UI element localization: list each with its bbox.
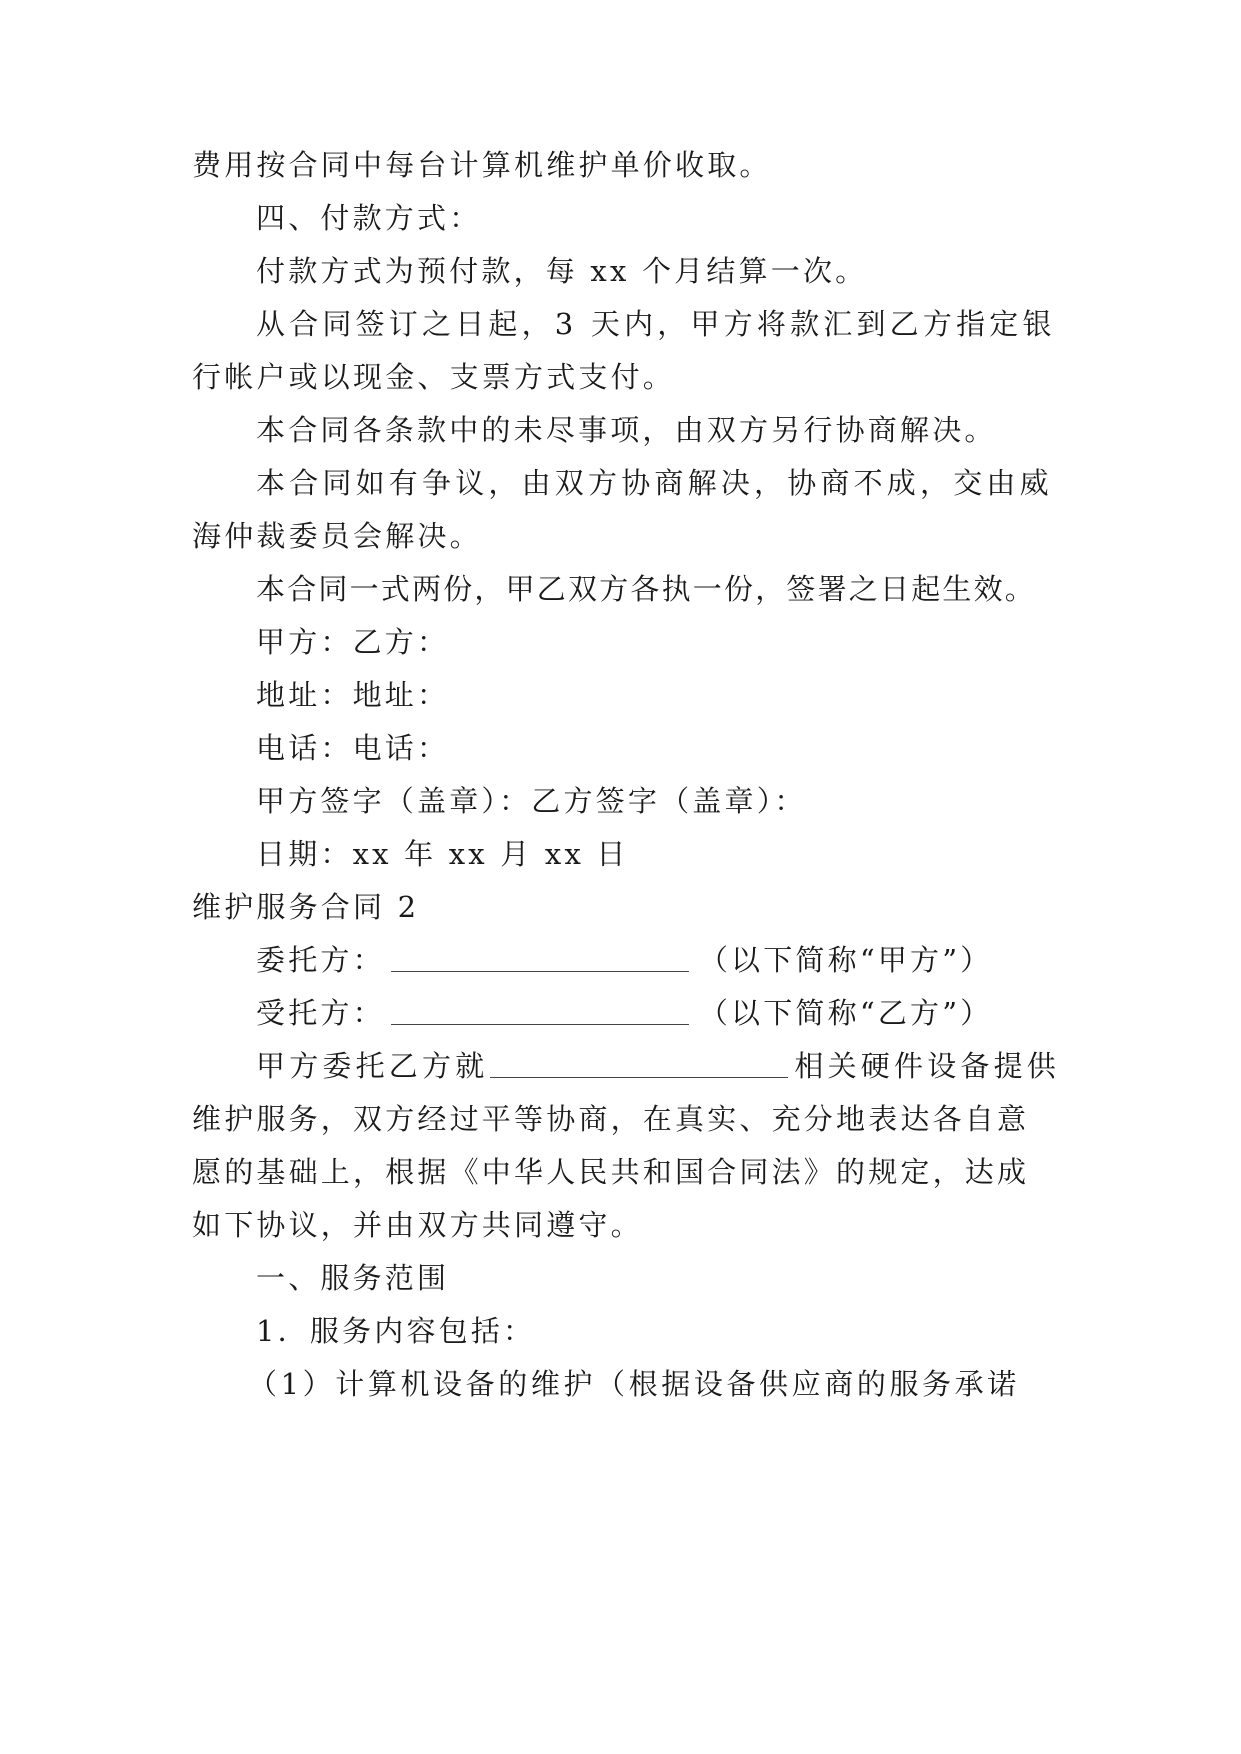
scope-intro-line [256,1046,1062,1086]
list-item: 1．服务内容包括： [256,1314,536,1348]
section-heading-scope: 一、服务范围 [256,1261,450,1295]
party-name-line: 甲方：乙方： [256,625,450,659]
client-label: 委托方： [256,943,385,977]
section-heading-payment: 四、付款方式： [256,201,482,235]
paragraph-line: 行帐户或以现金、支票方式支付。 [192,360,676,394]
phone-line: 电话：电话： [256,731,450,765]
signature-line: 甲方签字（盖章）：乙方签字（盖章）： [256,784,807,818]
date-line: 日期：xx 年 xx 月 xx 日 [256,837,629,871]
list-item: （1）计算机设备的维护（根据设备供应商的服务承诺 [248,1367,1020,1401]
scope-intro-suffix: 相关硬件设备提供 [794,1049,1061,1083]
contract-title: 维护服务合同 2 [192,890,420,924]
paragraph-line: 本合同各条款中的未尽事项，由双方另行协商解决。 [256,413,997,447]
paragraph-line: 本合同一式两份，甲乙双方各执一份，签署之日起生效。 [256,572,1037,606]
scope-blank [490,1049,788,1078]
client-line [256,940,1062,980]
paragraph-line: 如下协议，并由双方共同遵守。 [192,1208,643,1242]
agent-suffix: （以下简称“乙方”） [698,996,993,1030]
agent-blank [391,996,689,1025]
scope-intro-prefix: 甲方委托乙方就 [256,1049,489,1083]
address-line: 地址：地址： [256,678,450,712]
paragraph-line: 维护服务，双方经过平等协商，在真实、充分地表达各自意 [192,1102,1030,1136]
agent-label: 受托方： [256,996,385,1030]
paragraph-line: 费用按合同中每台计算机维护单价收取。 [192,148,772,182]
client-blank [391,943,689,972]
paragraph-line: 愿的基础上，根据《中华人民共和国合同法》的规定，达成 [192,1155,1030,1189]
agent-line [256,993,1062,1033]
paragraph-line: 海仲裁委员会解决。 [192,519,482,553]
paragraph-line: 付款方式为预付款，每 xx 个月结算一次。 [256,254,868,288]
paragraph-line: 从合同签订之日起，3 天内，甲方将款汇到乙方指定银 [256,307,1056,341]
paragraph-line: 本合同如有争议，由双方协商解决，协商不成，交由威 [256,466,1053,500]
client-suffix: （以下简称“甲方”） [698,943,993,977]
